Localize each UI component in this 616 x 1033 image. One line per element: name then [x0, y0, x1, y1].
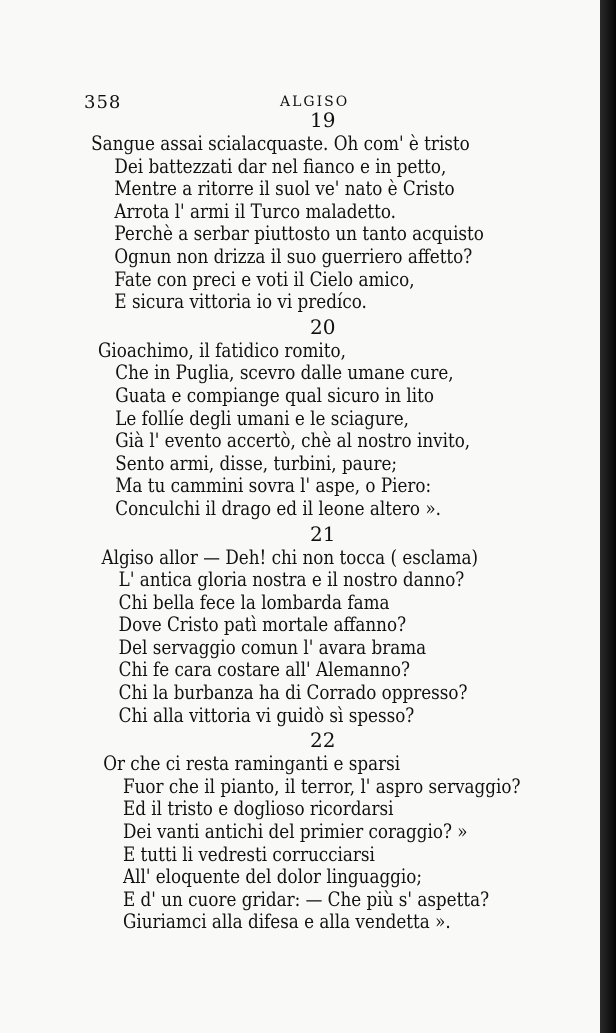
verse-line: E d' un cuore gridar: — Che più s' aspetta? [122, 887, 490, 911]
stanza-22 [0, 727, 600, 934]
stanza-number: 20 [310, 314, 336, 339]
verse-line: Ognun non drizza il suo guerriero affetto? [114, 244, 473, 268]
page-edge-shadow [600, 0, 616, 1033]
stanza-number: 22 [310, 728, 336, 753]
stanza-number: 19 [310, 108, 336, 132]
poem-text [0, 107, 600, 934]
verse-line: Giuriamci alla difesa e alla vendetta ». [122, 910, 451, 934]
stanza-number: 21 [310, 521, 336, 546]
stanza-19 [0, 107, 600, 314]
verse-line: Gioachimo, il fatidico romito, [98, 338, 346, 362]
verse-line: Chi la burbanza ha di Corrado oppresso? [118, 681, 468, 705]
verse-line: Del servaggio comun l' avara brama [118, 635, 427, 659]
verse-line: Guata e compiange qual sicuro in lito [115, 383, 434, 407]
verse-line: Arrota l' armi il Turco maladetto. [114, 199, 397, 223]
verse-line: Dove Cristo patì mortale affanno? [118, 613, 407, 637]
verse-line: L' antica gloria nostra e il nostro danno? [118, 568, 465, 592]
verse-line: E sicura vittoria io vi predíco. [114, 290, 367, 314]
verse-line: Or che ci resta raminganti e sparsi [103, 752, 401, 776]
verse-line: Già l' evento accertò, chè al nostro invito, [115, 429, 471, 453]
verse-line: Chi fe cara costare all' Alemanno? [118, 658, 410, 682]
verse-line: Dei battezzati dar nel fianco e in petto, [114, 154, 447, 178]
running-title: ALGISO [280, 94, 350, 110]
verse-line: E tutti li vedresti corrucciarsi [122, 842, 375, 866]
verse-line: Sangue assai scialacquaste. Oh com' è tristo [91, 132, 470, 155]
verse-line: Algiso allor — Deh! chi non tocca ( esclama) [101, 545, 479, 569]
stanza-20 [0, 314, 600, 521]
verse-line: Perchè a serbar piuttosto un tanto acquisto [114, 222, 484, 246]
verse-line: Conculchi il drago ed il leone altero ». [115, 496, 441, 520]
verse-line: Sento armi, disse, turbini, paure; [115, 451, 398, 475]
verse-line: Fate con preci e voti il Cielo amico, [114, 267, 415, 291]
verse-line: Ma tu cammini sovra l' aspe, o Piero: [115, 474, 432, 498]
verse-line: Che in Puglia, scevro dalle umane cure, [115, 361, 454, 385]
verse-line: Mentre a ritorre il suol ve' nato è Cristo [114, 177, 455, 201]
verse-line: Le follíe degli umani e le sciagure, [115, 406, 409, 430]
verse-line: All' eloquente del dolor linguaggio; [122, 865, 423, 889]
verse-line: Ed il tristo e doglioso ricordarsi [122, 797, 394, 821]
verse-line: Fuor che il pianto, il terror, l' aspro servaggio? [122, 774, 521, 798]
verse-line: Chi bella fece la lombarda fama [118, 590, 390, 614]
page-number: 358 [84, 92, 122, 113]
verse-line: Dei vanti antichi del primier coraggio? » [122, 820, 468, 844]
stanza-21 [0, 521, 600, 728]
verse-line: Chi alla vittoria vi guidò sì spesso? [118, 703, 415, 727]
